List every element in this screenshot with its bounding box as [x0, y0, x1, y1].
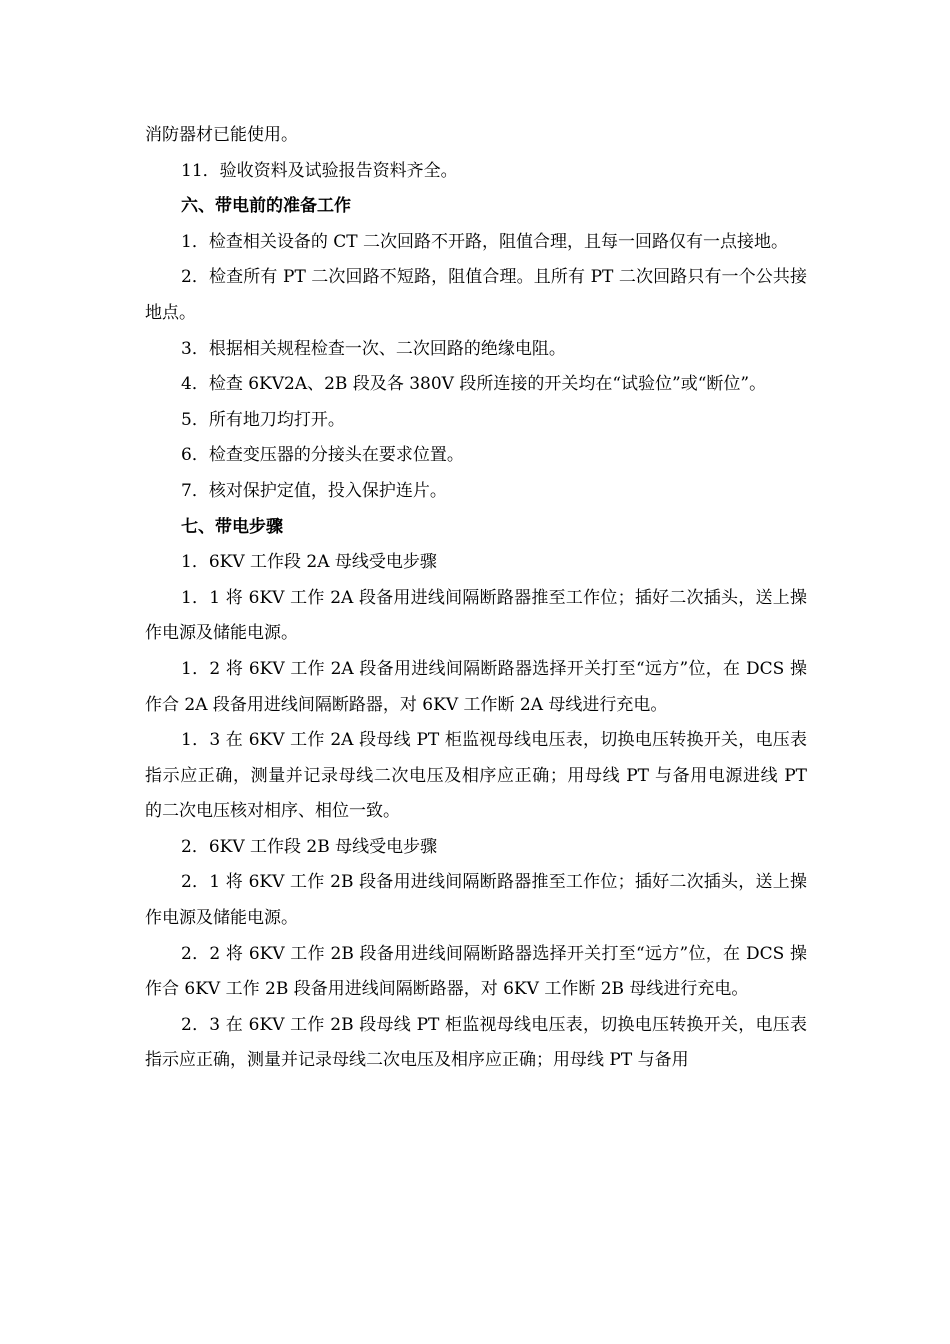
- paragraph: 1．6KV 工作段 2A 母线受电步骤: [181, 552, 437, 573]
- paragraph: 1．3 在 6KV 工作 2A 段母线 PT 柜监视母线电压表，切换电压转换开关，电压表指示应正确，测量并记录母线二次电压及相序应正确；用母线 PT 与备用电源进线 PT 的二次电压核对相序、相位一致。: [145, 730, 807, 822]
- paragraph: 4．检查 6KV2A、2B 段及各 380V 段所连接的开关均在“试验位”或“断位”。: [181, 374, 767, 395]
- paragraph: 消防器材已能使用。: [145, 125, 298, 145]
- paragraph: 11．验收资料及试验报告资料齐全。: [181, 160, 458, 181]
- paragraph: 3．根据相关规程检查一次、二次回路的绝缘电阻。: [181, 338, 566, 359]
- paragraph: 2．1 将 6KV 工作 2B 段备用进线间隔断路器推至工作位；插好二次插头，送上操作电源及储能电源。: [145, 872, 807, 929]
- paragraph: 2．6KV 工作段 2B 母线受电步骤: [181, 836, 438, 857]
- paragraph: 2．检查所有 PT 二次回路不短路，阻值合理。且所有 PT 二次回路只有一个公共接地点。: [145, 267, 807, 323]
- paragraph: 1．检查相关设备的 CT 二次回路不开路，阻值合理，且每一回路仅有一点接地。: [181, 231, 788, 252]
- section-heading: 七、带电步骤: [181, 516, 283, 537]
- paragraph: 1．2 将 6KV 工作 2A 段备用进线间隔断路器选择开关打至“远方”位，在 DCS 操作合 2A 段备用进线间隔断路器，对 6KV 工作断 2A 母线进行充电。: [145, 658, 807, 715]
- paragraph: 6．检查变压器的分接头在要求位置。: [181, 445, 464, 466]
- document-page: [145, 118, 807, 1079]
- paragraph: 7．核对保护定值，投入保护连片。: [181, 480, 447, 501]
- paragraph: 2．2 将 6KV 工作 2B 段备用进线间隔断路器选择开关打至“远方”位，在 DCS 操作合 6KV 工作 2B 段备用进线间隔断路器，对 6KV 工作断 2B 母线进行充电。: [145, 943, 807, 1000]
- paragraph: 5．所有地刀均打开。: [181, 409, 345, 430]
- section-heading: 六、带电前的准备工作: [181, 196, 351, 217]
- paragraph: 1．1 将 6KV 工作 2A 段备用进线间隔断路器推至工作位；插好二次插头，送上操作电源及储能电源。: [145, 587, 807, 644]
- paragraph: 2．3 在 6KV 工作 2B 段母线 PT 柜监视母线电压表，切换电压转换开关，电压表指示应正确，测量并记录母线二次电压及相序应正确；用母线 PT 与备用: [145, 1014, 807, 1071]
